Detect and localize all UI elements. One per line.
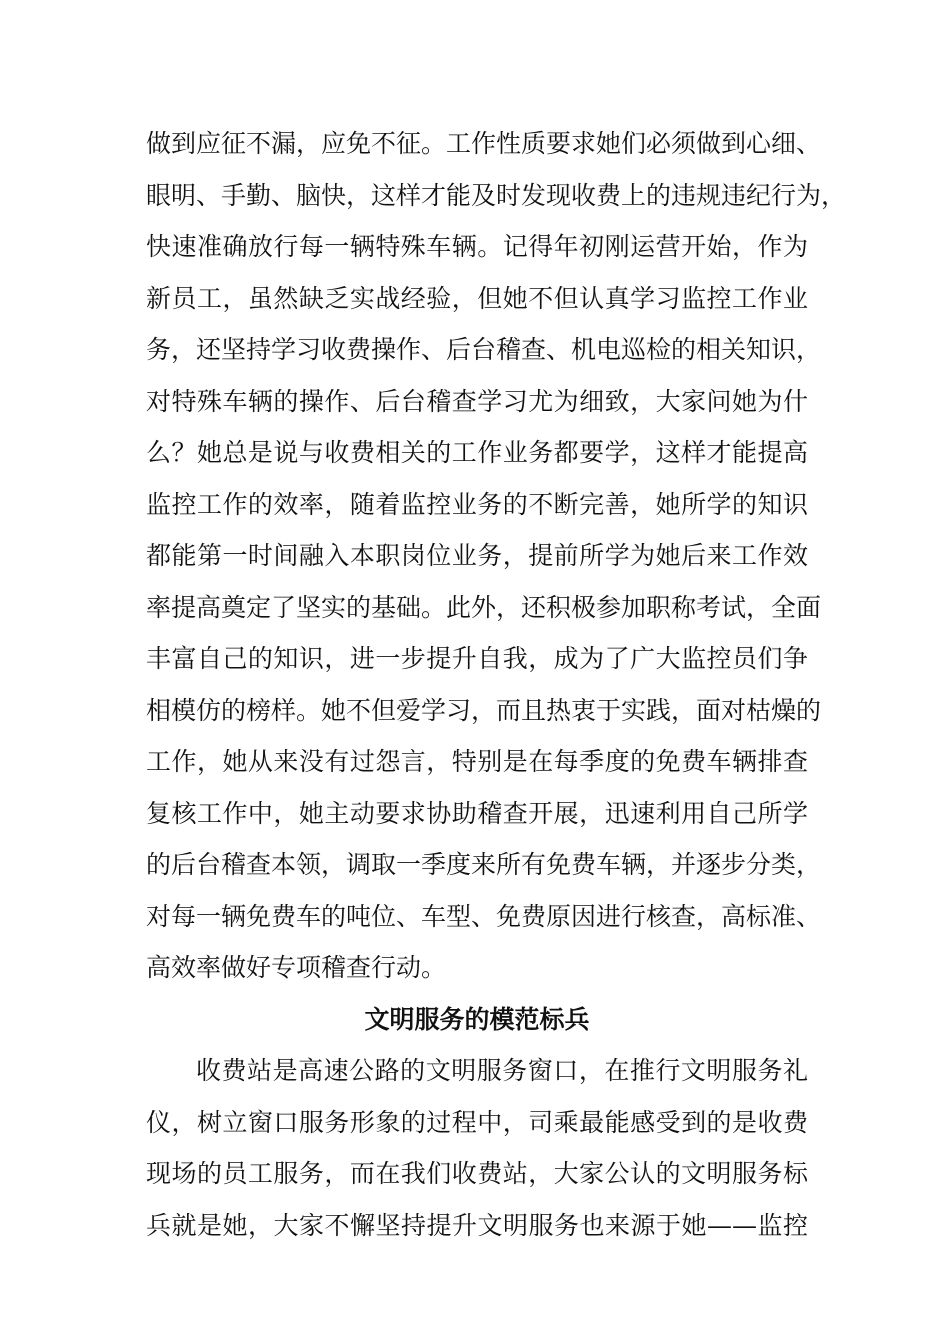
paragraph-study — [146, 118, 847, 994]
text-line: 高效率做好专项稽查行动。 — [146, 953, 447, 982]
text-line: 新员工，虽然缺乏实战经验，但她不但认真学习监控工作业 — [146, 283, 808, 313]
text-line: 都能第一时间融入本职岗位业务，提前所学为她后来工作效 — [146, 541, 808, 570]
body-text — [146, 118, 847, 1251]
text-line: 么？她总是说与收费相关的工作业务都要学，这样才能提高 — [146, 438, 808, 467]
text-line: 监控工作的效率，随着监控业务的不断完善，她所学的知识 — [146, 489, 808, 519]
text-line: 对特殊车辆的操作、后台稽查学习尤为细致，大家问她为什 — [146, 386, 808, 416]
text-line: 仪，树立窗口服务形象的过程中，司乘最能感受到的是收费 — [146, 1107, 808, 1137]
paragraph-service — [146, 1045, 808, 1251]
text-line: 眼明、手勤、脑快，这样才能及时发现收费上的违规违纪行为， — [146, 180, 847, 210]
text-line: 对每一辆免费车的吨位、车型、免费原因进行核查，高标准、 — [146, 901, 822, 931]
text-line: 务，还坚持学习收费操作、后台稽查、机电巡检的相关知识， — [146, 335, 822, 364]
section-heading: 文明服务的模范标兵 — [364, 1004, 590, 1034]
text-line: 收费站是高速公路的文明服务窗口，在推行文明服务礼 — [196, 1056, 808, 1085]
text-line: 兵就是她，大家不懈坚持提升文明服务也来源于她——监控 — [146, 1210, 808, 1240]
text-line: 快速准确放行每一辆特殊车辆。记得年初刚运营开始，作为 — [146, 232, 808, 261]
text-line: 相模仿的榜样。她不但爱学习，而且热衷于实践，面对枯燥的 — [146, 695, 822, 725]
text-line: 率提高奠定了坚实的基础。此外，还积极参加职称考试，全面 — [146, 592, 822, 622]
text-line: 做到应征不漏，应免不征。工作性质要求她们必须做到心细、 — [146, 129, 822, 158]
text-line: 工作，她从来没有过怨言，特别是在每季度的免费车辆排查 — [146, 747, 808, 776]
text-line: 的后台稽查本领，调取一季度来所有免费车辆，并逐步分类， — [146, 850, 822, 879]
text-line: 复核工作中，她主动要求协助稽查开展，迅速利用自己所学 — [146, 798, 808, 828]
text-line: 丰富自己的知识，进一步提升自我，成为了广大监控员们争 — [146, 644, 808, 673]
text-line: 现场的员工服务，而在我们收费站，大家公认的文明服务标 — [146, 1159, 808, 1188]
